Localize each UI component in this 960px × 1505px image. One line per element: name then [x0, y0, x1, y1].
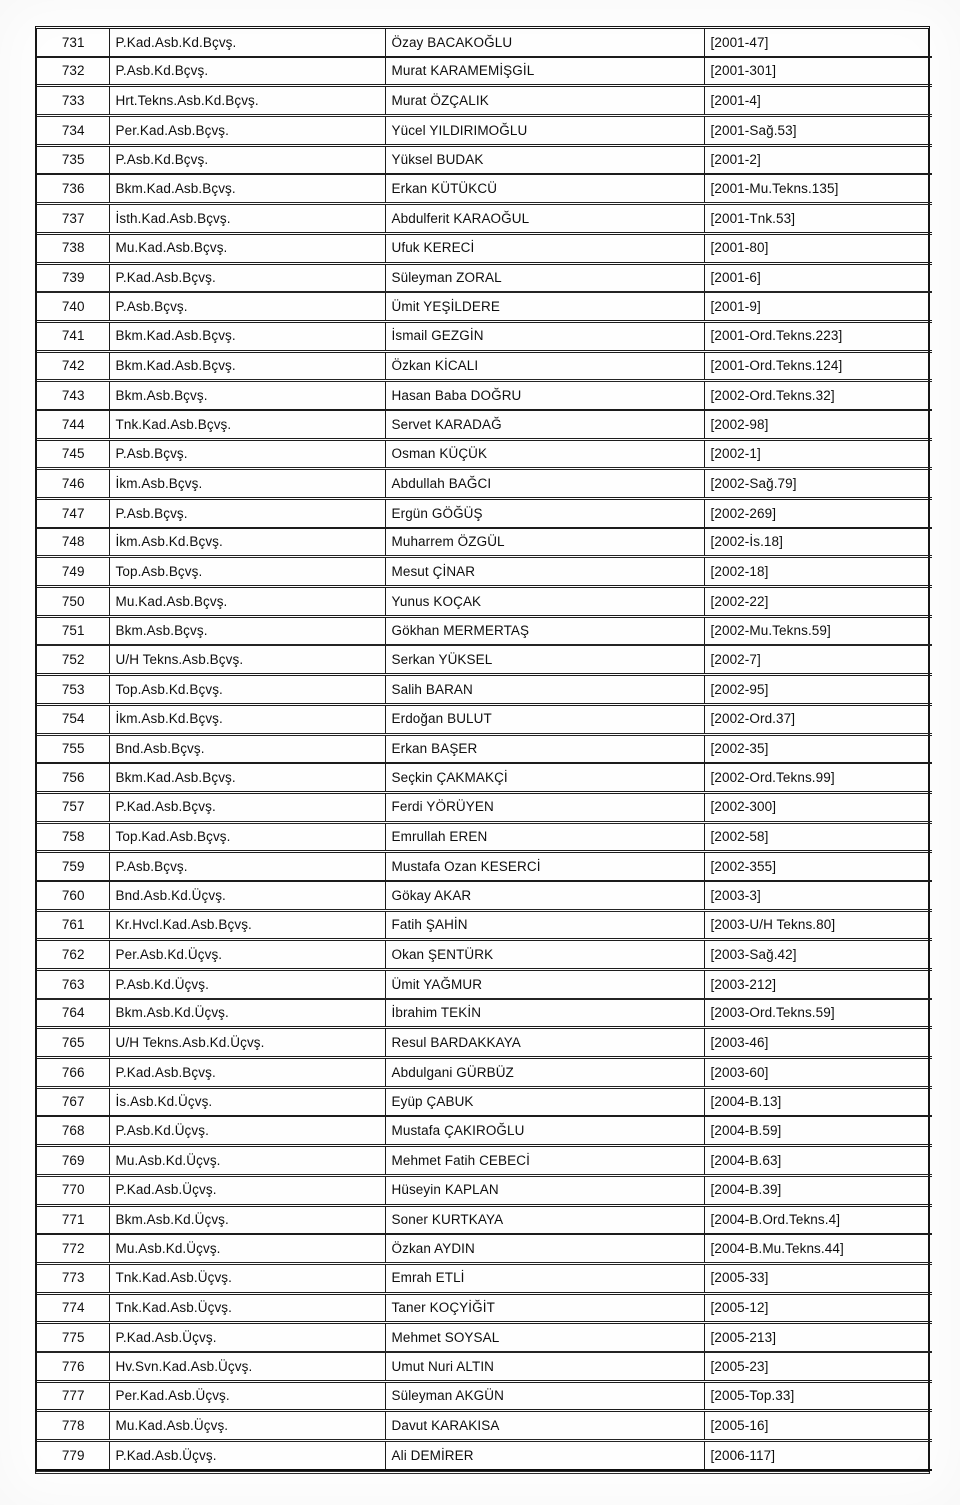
row-number-cell: 753	[37, 675, 109, 705]
table-row	[37, 263, 932, 292]
table-row	[37, 940, 932, 970]
code-cell: [2003-3]	[704, 881, 932, 910]
rank-cell: P.Kad.Asb.Üçvş.	[109, 1441, 385, 1470]
rank-cell: Bnd.Asb.Kd.Üçvş.	[109, 881, 385, 910]
row-number-cell: 778	[37, 1411, 109, 1441]
rank-cell: P.Asb.Kd.Bçvş.	[109, 57, 385, 86]
name-cell: Özay BACAKOĞLU	[385, 29, 704, 57]
name-cell: Davut KARAKISA	[385, 1411, 704, 1441]
row-number-cell: 746	[37, 469, 109, 499]
rank-cell: Tnk.Kad.Asb.Bçvş.	[109, 410, 385, 439]
row-number-cell: 769	[37, 1146, 109, 1176]
code-cell: [2003-46]	[704, 1028, 932, 1058]
row-number-cell: 766	[37, 1058, 109, 1088]
rank-cell: P.Asb.Bçvş.	[109, 439, 385, 469]
table-row	[37, 1323, 932, 1352]
name-cell: Seçkin ÇAKMAKÇİ	[385, 763, 704, 792]
table-row	[37, 321, 932, 351]
table-row	[37, 351, 932, 381]
table-row	[37, 86, 932, 116]
name-cell: Gökhan MERMERTAŞ	[385, 616, 704, 645]
table-row	[37, 1263, 932, 1293]
code-cell: [2005-12]	[704, 1293, 932, 1323]
code-cell: [2001-301]	[704, 57, 932, 86]
row-number-cell: 755	[37, 734, 109, 763]
name-cell: Fatih ŞAHİN	[385, 910, 704, 940]
name-cell: Yunus KOÇAK	[385, 587, 704, 617]
name-cell: Gökay AKAR	[385, 881, 704, 910]
code-cell: [2001-6]	[704, 263, 932, 292]
table-row	[37, 970, 932, 999]
name-cell: Murat ÖZÇALIK	[385, 86, 704, 116]
name-cell: Hüseyin KAPLAN	[385, 1175, 704, 1205]
rank-cell: Top.Asb.Kd.Bçvş.	[109, 675, 385, 705]
name-cell: Süleyman AKGÜN	[385, 1381, 704, 1411]
row-number-cell: 768	[37, 1116, 109, 1145]
table-row	[37, 1116, 932, 1145]
rank-cell: Kr.Hvcl.Kad.Asb.Bçvş.	[109, 910, 385, 940]
table-row	[37, 557, 932, 587]
row-number-cell: 776	[37, 1352, 109, 1381]
code-cell: [2002-Ord.Tekns.32]	[704, 381, 932, 410]
table-row	[37, 999, 932, 1028]
code-cell: [2003-Sağ.42]	[704, 940, 932, 970]
row-number-cell: 740	[37, 292, 109, 321]
code-cell: [2002-98]	[704, 410, 932, 439]
table-row	[37, 410, 932, 439]
table-row	[37, 1028, 932, 1058]
row-number-cell: 770	[37, 1175, 109, 1205]
table-row	[37, 439, 932, 469]
code-cell: [2003-U/H Tekns.80]	[704, 910, 932, 940]
code-cell: [2002-7]	[704, 645, 932, 674]
rank-cell: Top.Asb.Bçvş.	[109, 557, 385, 587]
rank-cell: Per.Kad.Asb.Üçvş.	[109, 1381, 385, 1411]
rank-cell: Bkm.Kad.Asb.Bçvş.	[109, 351, 385, 381]
rank-cell: P.Asb.Bçvş.	[109, 499, 385, 528]
table-row	[37, 1205, 932, 1234]
rank-cell: Mu.Kad.Asb.Üçvş.	[109, 1411, 385, 1441]
rank-cell: P.Kad.Asb.Üçvş.	[109, 1323, 385, 1352]
rank-cell: İkm.Asb.Bçvş.	[109, 469, 385, 499]
name-cell: Ufuk KERECİ	[385, 233, 704, 263]
table-row	[37, 734, 932, 763]
code-cell: [2001-4]	[704, 86, 932, 116]
code-cell: [2001-Tnk.53]	[704, 204, 932, 234]
table-row	[37, 1381, 932, 1411]
code-cell: [2001-2]	[704, 145, 932, 174]
name-cell: Servet KARADAĞ	[385, 410, 704, 439]
table-row	[37, 822, 932, 852]
rank-cell: P.Kad.Asb.Bçvş.	[109, 792, 385, 822]
name-cell: Emrullah EREN	[385, 822, 704, 852]
name-cell: Mustafa Ozan KESERCİ	[385, 852, 704, 881]
row-number-cell: 777	[37, 1381, 109, 1411]
rank-cell: Hv.Svn.Kad.Asb.Üçvş.	[109, 1352, 385, 1381]
table-row	[37, 116, 932, 146]
code-cell: [2002-355]	[704, 852, 932, 881]
row-number-cell: 765	[37, 1028, 109, 1058]
rank-cell: İsth.Kad.Asb.Bçvş.	[109, 204, 385, 234]
rank-cell: P.Asb.Kd.Üçvş.	[109, 1116, 385, 1145]
personnel-table	[35, 26, 930, 1474]
table-row	[37, 587, 932, 617]
name-cell: Mehmet SOYSAL	[385, 1323, 704, 1352]
table-row	[37, 1293, 932, 1323]
code-cell: [2002-Ord.37]	[704, 704, 932, 734]
row-number-cell: 739	[37, 263, 109, 292]
rank-cell: İs.Asb.Kd.Üçvş.	[109, 1087, 385, 1116]
code-cell: [2002-Sağ.79]	[704, 469, 932, 499]
rank-cell: P.Asb.Bçvş.	[109, 292, 385, 321]
row-number-cell: 774	[37, 1293, 109, 1323]
table-row	[37, 852, 932, 881]
rank-cell: U/H Tekns.Asb.Kd.Üçvş.	[109, 1028, 385, 1058]
name-cell: Ümit YEŞİLDERE	[385, 292, 704, 321]
name-cell: Serkan YÜKSEL	[385, 645, 704, 674]
row-number-cell: 731	[37, 29, 109, 57]
name-cell: İbrahim TEKİN	[385, 999, 704, 1028]
rank-cell: İkm.Asb.Kd.Bçvş.	[109, 704, 385, 734]
row-number-cell: 763	[37, 970, 109, 999]
code-cell: [2005-33]	[704, 1263, 932, 1293]
row-number-cell: 744	[37, 410, 109, 439]
rank-cell: P.Kad.Asb.Kd.Bçvş.	[109, 29, 385, 57]
name-cell: Özkan KİCALI	[385, 351, 704, 381]
name-cell: Osman KÜÇÜK	[385, 439, 704, 469]
name-cell: Yüksel BUDAK	[385, 145, 704, 174]
rank-cell: Mu.Kad.Asb.Bçvş.	[109, 587, 385, 617]
table-row	[37, 1234, 932, 1263]
row-number-cell: 750	[37, 587, 109, 617]
row-number-cell: 752	[37, 645, 109, 674]
code-cell: [2004-B.59]	[704, 1116, 932, 1145]
table-body	[37, 29, 932, 1470]
code-cell: [2002-35]	[704, 734, 932, 763]
table-row	[37, 204, 932, 234]
name-cell: Okan ŞENTÜRK	[385, 940, 704, 970]
table-row	[37, 57, 932, 86]
rank-cell: P.Kad.Asb.Üçvş.	[109, 1175, 385, 1205]
table-row	[37, 616, 932, 645]
row-number-cell: 733	[37, 86, 109, 116]
code-cell: [2004-B.63]	[704, 1146, 932, 1176]
row-number-cell: 762	[37, 940, 109, 970]
rank-cell: Mu.Kad.Asb.Bçvş.	[109, 233, 385, 263]
code-cell: [2004-B.Ord.Tekns.4]	[704, 1205, 932, 1234]
row-number-cell: 761	[37, 910, 109, 940]
name-cell: Erkan BAŞER	[385, 734, 704, 763]
name-cell: Mehmet Fatih CEBECİ	[385, 1146, 704, 1176]
name-cell: Ali DEMİRER	[385, 1441, 704, 1470]
code-cell: [2001-Mu.Tekns.135]	[704, 174, 932, 203]
row-number-cell: 759	[37, 852, 109, 881]
name-cell: Soner KURTKAYA	[385, 1205, 704, 1234]
row-number-cell: 771	[37, 1205, 109, 1234]
rank-cell: Mu.Asb.Kd.Üçvş.	[109, 1146, 385, 1176]
rank-cell: Tnk.Kad.Asb.Üçvş.	[109, 1293, 385, 1323]
table-row	[37, 881, 932, 910]
name-cell: İsmail GEZGİN	[385, 321, 704, 351]
row-number-cell: 775	[37, 1323, 109, 1352]
code-cell: [2001-Ord.Tekns.223]	[704, 321, 932, 351]
row-number-cell: 767	[37, 1087, 109, 1116]
rank-cell: U/H Tekns.Asb.Bçvş.	[109, 645, 385, 674]
table-row	[37, 29, 932, 57]
row-number-cell: 779	[37, 1441, 109, 1470]
name-cell: Umut Nuri ALTIN	[385, 1352, 704, 1381]
code-cell: [2003-Ord.Tekns.59]	[704, 999, 932, 1028]
code-cell: [2001-Sağ.53]	[704, 116, 932, 146]
table-row	[37, 1175, 932, 1205]
code-cell: [2005-23]	[704, 1352, 932, 1381]
row-number-cell: 772	[37, 1234, 109, 1263]
name-cell: Mesut ÇİNAR	[385, 557, 704, 587]
name-cell: Yücel YILDIRIMOĞLU	[385, 116, 704, 146]
code-cell: [2004-B.13]	[704, 1087, 932, 1116]
table-row	[37, 704, 932, 734]
rank-cell: P.Asb.Kd.Üçvş.	[109, 970, 385, 999]
code-cell: [2004-B.39]	[704, 1175, 932, 1205]
rank-cell: Bkm.Asb.Kd.Üçvş.	[109, 1205, 385, 1234]
row-number-cell: 735	[37, 145, 109, 174]
rank-cell: Bkm.Asb.Bçvş.	[109, 616, 385, 645]
code-cell: [2002-300]	[704, 792, 932, 822]
rank-cell: Bkm.Kad.Asb.Bçvş.	[109, 763, 385, 792]
code-cell: [2003-60]	[704, 1058, 932, 1088]
code-cell: [2001-Ord.Tekns.124]	[704, 351, 932, 381]
table-row	[37, 469, 932, 499]
code-cell: [2004-B.Mu.Tekns.44]	[704, 1234, 932, 1263]
code-cell: [2005-213]	[704, 1323, 932, 1352]
name-cell: Erdoğan BULUT	[385, 704, 704, 734]
name-cell: Ergün GÖĞÜŞ	[385, 499, 704, 528]
rank-cell: İkm.Asb.Kd.Bçvş.	[109, 528, 385, 557]
code-cell: [2002-58]	[704, 822, 932, 852]
rank-cell: Per.Asb.Kd.Üçvş.	[109, 940, 385, 970]
row-number-cell: 751	[37, 616, 109, 645]
row-number-cell: 745	[37, 439, 109, 469]
rank-cell: Bkm.Asb.Kd.Üçvş.	[109, 999, 385, 1028]
name-cell: Muharrem ÖZGÜL	[385, 528, 704, 557]
name-cell: Taner KOÇYİĞİT	[385, 1293, 704, 1323]
code-cell: [2006-117]	[704, 1441, 932, 1470]
table-row	[37, 381, 932, 410]
code-cell: [2002-269]	[704, 499, 932, 528]
row-number-cell: 756	[37, 763, 109, 792]
table-row	[37, 1352, 932, 1381]
row-number-cell: 741	[37, 321, 109, 351]
table-row	[37, 174, 932, 203]
table-row	[37, 499, 932, 528]
row-number-cell: 747	[37, 499, 109, 528]
row-number-cell: 736	[37, 174, 109, 203]
name-cell: Mustafa ÇAKIROĞLU	[385, 1116, 704, 1145]
table-row	[37, 292, 932, 321]
name-cell: Abdulferit KARAOĞUL	[385, 204, 704, 234]
row-number-cell: 734	[37, 116, 109, 146]
rank-cell: Bnd.Asb.Bçvş.	[109, 734, 385, 763]
row-number-cell: 754	[37, 704, 109, 734]
rank-cell: Bkm.Kad.Asb.Bçvş.	[109, 321, 385, 351]
name-cell: Abdullah BAĞCI	[385, 469, 704, 499]
code-cell: [2002-İs.18]	[704, 528, 932, 557]
name-cell: Ümit YAĞMUR	[385, 970, 704, 999]
name-cell: Emrah ETLİ	[385, 1263, 704, 1293]
code-cell: [2002-95]	[704, 675, 932, 705]
name-cell: Salih BARAN	[385, 675, 704, 705]
code-cell: [2005-16]	[704, 1411, 932, 1441]
name-cell: Abdulgani GÜRBÜZ	[385, 1058, 704, 1088]
code-cell: [2003-212]	[704, 970, 932, 999]
name-cell: Resul BARDAKKAYA	[385, 1028, 704, 1058]
table-row	[37, 792, 932, 822]
rank-cell: P.Asb.Kd.Bçvş.	[109, 145, 385, 174]
code-cell: [2001-47]	[704, 29, 932, 57]
name-cell: Eyüp ÇABUK	[385, 1087, 704, 1116]
row-number-cell: 732	[37, 57, 109, 86]
rank-cell: Top.Kad.Asb.Bçvş.	[109, 822, 385, 852]
row-number-cell: 742	[37, 351, 109, 381]
rank-cell: P.Kad.Asb.Bçvş.	[109, 1058, 385, 1088]
table-row	[37, 1087, 932, 1116]
table-row	[37, 675, 932, 705]
table-row	[37, 233, 932, 263]
table-row	[37, 1146, 932, 1176]
row-number-cell: 773	[37, 1263, 109, 1293]
rank-cell: P.Asb.Bçvş.	[109, 852, 385, 881]
code-cell: [2002-22]	[704, 587, 932, 617]
table-row	[37, 528, 932, 557]
table-row	[37, 645, 932, 674]
code-cell: [2002-Ord.Tekns.99]	[704, 763, 932, 792]
code-cell: [2001-9]	[704, 292, 932, 321]
table-row	[37, 1411, 932, 1441]
row-number-cell: 764	[37, 999, 109, 1028]
rank-cell: Bkm.Asb.Bçvş.	[109, 381, 385, 410]
rank-cell: Bkm.Kad.Asb.Bçvş.	[109, 174, 385, 203]
code-cell: [2005-Top.33]	[704, 1381, 932, 1411]
code-cell: [2002-18]	[704, 557, 932, 587]
rank-cell: Per.Kad.Asb.Bçvş.	[109, 116, 385, 146]
code-cell: [2001-80]	[704, 233, 932, 263]
table-row	[37, 1441, 932, 1470]
table-row	[37, 145, 932, 174]
rank-cell: Hrt.Tekns.Asb.Kd.Bçvş.	[109, 86, 385, 116]
code-cell: [2002-1]	[704, 439, 932, 469]
row-number-cell: 737	[37, 204, 109, 234]
name-cell: Hasan Baba DOĞRU	[385, 381, 704, 410]
name-cell: Süleyman ZORAL	[385, 263, 704, 292]
name-cell: Murat KARAMEMİŞGİL	[385, 57, 704, 86]
row-number-cell: 738	[37, 233, 109, 263]
name-cell: Erkan KÜTÜKCÜ	[385, 174, 704, 203]
rank-cell: P.Kad.Asb.Bçvş.	[109, 263, 385, 292]
row-number-cell: 758	[37, 822, 109, 852]
rank-cell: Tnk.Kad.Asb.Üçvş.	[109, 1263, 385, 1293]
row-number-cell: 743	[37, 381, 109, 410]
code-cell: [2002-Mu.Tekns.59]	[704, 616, 932, 645]
rank-cell: Mu.Asb.Kd.Üçvş.	[109, 1234, 385, 1263]
table-row	[37, 763, 932, 792]
table-row	[37, 910, 932, 940]
name-cell: Özkan AYDIN	[385, 1234, 704, 1263]
name-cell: Ferdi YÖRÜYEN	[385, 792, 704, 822]
row-number-cell: 757	[37, 792, 109, 822]
table-row	[37, 1058, 932, 1088]
row-number-cell: 760	[37, 881, 109, 910]
row-number-cell: 748	[37, 528, 109, 557]
personnel-table-grid	[37, 29, 932, 1471]
row-number-cell: 749	[37, 557, 109, 587]
